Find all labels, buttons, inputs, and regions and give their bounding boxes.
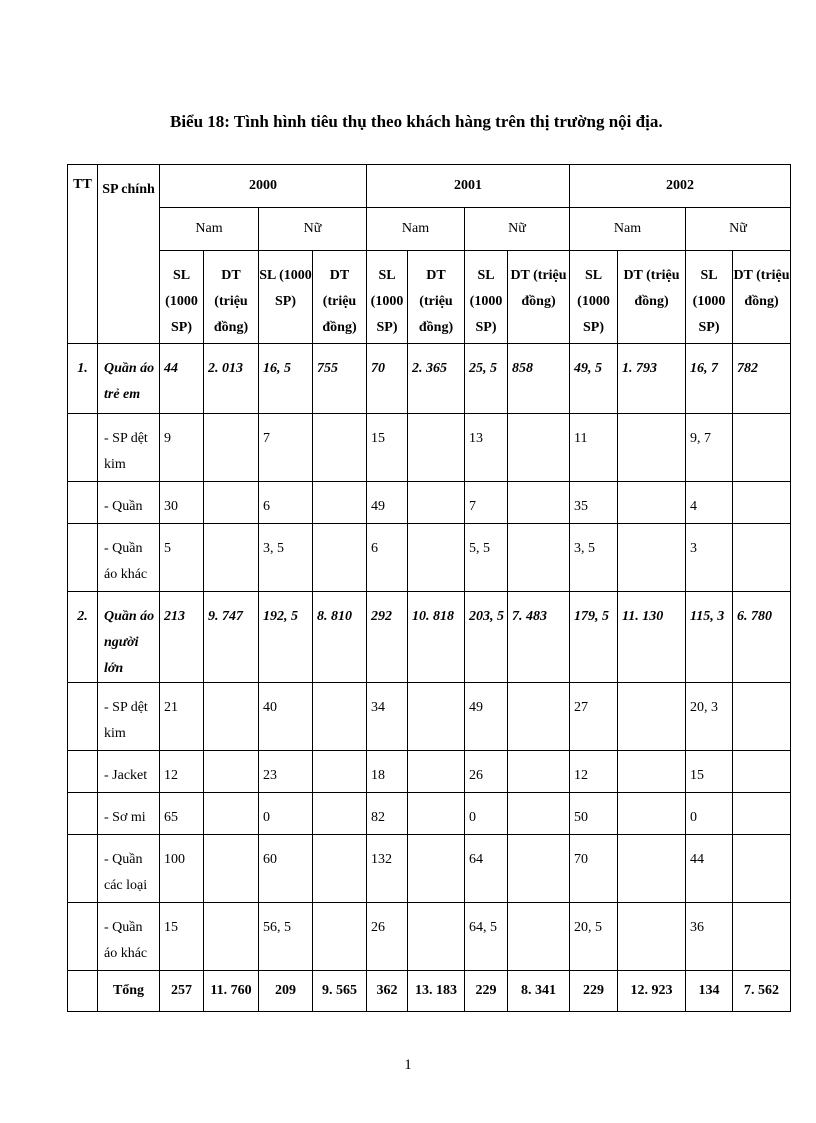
- group-row: [68, 344, 791, 414]
- total-cell: 134: [686, 971, 733, 1012]
- table-cell: [733, 751, 790, 763]
- header-male: Nam: [367, 208, 465, 251]
- header-female: Nữ: [465, 208, 570, 251]
- table-cell: 65: [164, 810, 178, 825]
- table-cell: [618, 482, 685, 494]
- header-dt: DT (triệu đồng): [418, 268, 454, 335]
- product-name: - Jacket: [104, 768, 148, 783]
- table-cell: 5: [164, 541, 171, 556]
- table-cell: [618, 683, 685, 695]
- row-index: [68, 683, 97, 695]
- header-sl: SL (1000 SP): [370, 268, 404, 335]
- table-cell: [408, 683, 464, 695]
- header-year-2000: 2000: [160, 165, 367, 208]
- row-index: [68, 793, 97, 805]
- table-cell: 13: [469, 431, 483, 446]
- header-year-2002: 2002: [570, 165, 791, 208]
- table-cell: 49: [469, 700, 483, 715]
- header-year-2001: 2001: [367, 165, 570, 208]
- table-cell: 5, 5: [469, 541, 490, 556]
- table-cell: [508, 683, 569, 695]
- product-name: - Sơ mi: [104, 810, 146, 825]
- table-cell: [408, 835, 464, 847]
- table-cell: [508, 903, 569, 915]
- header-male: Nam: [570, 208, 686, 251]
- product-name: - Quần áo khác: [104, 920, 148, 961]
- table-cell: [733, 835, 790, 847]
- table-cell: 192, 5: [263, 609, 298, 624]
- table-cell: [508, 524, 569, 536]
- table-cell: [313, 482, 366, 494]
- table-cell: 3, 5: [574, 541, 595, 556]
- table-cell: 6. 780: [737, 609, 772, 624]
- total-cell: 12. 923: [618, 971, 686, 1012]
- table-cell: 7: [263, 431, 270, 446]
- total-cell: 13. 183: [408, 971, 465, 1012]
- table-cell: 26: [371, 920, 385, 935]
- table-cell: [408, 414, 464, 426]
- table-cell: 203, 5: [469, 609, 504, 624]
- table-cell: 9. 747: [208, 609, 243, 624]
- total-cell: 229: [570, 971, 618, 1012]
- table-cell: 213: [164, 609, 185, 624]
- table-cell: [408, 903, 464, 915]
- total-label: Tổng: [98, 971, 160, 1012]
- table-cell: 292: [371, 609, 392, 624]
- table-cell: 0: [263, 810, 270, 825]
- total-cell: 9. 565: [313, 971, 367, 1012]
- table-cell: [313, 903, 366, 915]
- total-cell: 257: [160, 971, 204, 1012]
- table-cell: 115, 3: [690, 609, 725, 624]
- table-cell: 1. 793: [622, 361, 657, 376]
- header-sl: SL (1000 SP): [259, 268, 312, 309]
- table-cell: [408, 751, 464, 763]
- table-cell: [508, 793, 569, 805]
- total-cell: 11. 760: [204, 971, 259, 1012]
- table-cell: [204, 793, 258, 805]
- table-cell: [618, 903, 685, 915]
- table-cell: [408, 524, 464, 536]
- table-cell: [204, 524, 258, 536]
- table-cell: 755: [317, 361, 338, 376]
- table-cell: 49: [371, 499, 385, 514]
- table-cell: 782: [737, 361, 758, 376]
- table-cell: 64, 5: [469, 920, 497, 935]
- table-row: [68, 482, 791, 524]
- table-cell: [204, 835, 258, 847]
- header-dt: DT (triệu đồng): [623, 268, 680, 309]
- table-cell: 56, 5: [263, 920, 291, 935]
- table-cell: 10. 818: [412, 609, 454, 624]
- row-index: [68, 751, 97, 763]
- product-name: - SP dệt kim: [104, 431, 148, 472]
- table-cell: 100: [164, 852, 185, 867]
- total-cell: 362: [367, 971, 408, 1012]
- table-cell: 40: [263, 700, 277, 715]
- total-row: [68, 971, 791, 1012]
- table-cell: [618, 751, 685, 763]
- table-cell: 70: [371, 361, 385, 376]
- product-name: Quần áo người lớn: [104, 609, 155, 676]
- product-name: - Quần áo khác: [104, 541, 148, 582]
- table-cell: 9, 7: [690, 431, 711, 446]
- row-index: [68, 903, 97, 915]
- header-female: Nữ: [686, 208, 791, 251]
- table-cell: [508, 482, 569, 494]
- table-cell: [508, 835, 569, 847]
- product-name: - SP dệt kim: [104, 700, 148, 741]
- table-cell: 7: [469, 499, 476, 514]
- table-cell: 25, 5: [469, 361, 497, 376]
- table-cell: [618, 414, 685, 426]
- header-tt: TT: [68, 165, 98, 344]
- table-cell: [313, 835, 366, 847]
- table-cell: 9: [164, 431, 171, 446]
- table-cell: [733, 683, 790, 695]
- table-cell: 8. 810: [317, 609, 352, 624]
- total-cell: 229: [465, 971, 508, 1012]
- table-cell: 15: [164, 920, 178, 935]
- sales-table: [67, 164, 791, 1012]
- table-cell: 64: [469, 852, 483, 867]
- table-cell: [508, 751, 569, 763]
- table-cell: [733, 903, 790, 915]
- header-male: Nam: [160, 208, 259, 251]
- table-cell: [618, 835, 685, 847]
- table-cell: 858: [512, 361, 533, 376]
- table-cell: 6: [371, 541, 378, 556]
- table-cell: 18: [371, 768, 385, 783]
- table-cell: 49, 5: [574, 361, 602, 376]
- table-cell: [204, 903, 258, 915]
- row-index: [68, 482, 97, 494]
- table-cell: [313, 524, 366, 536]
- table-row: [68, 903, 791, 971]
- header-female: Nữ: [259, 208, 367, 251]
- page-number: 1: [404, 1057, 412, 1073]
- product-name: Quần áo trẻ em: [104, 361, 155, 402]
- table-cell: 0: [690, 810, 697, 825]
- table-cell: [618, 524, 685, 536]
- row-index: [68, 524, 97, 536]
- table-cell: 44: [164, 361, 178, 376]
- table-cell: 21: [164, 700, 178, 715]
- table-cell: 50: [574, 810, 588, 825]
- table-cell: [408, 793, 464, 805]
- table-cell: 34: [371, 700, 385, 715]
- table-cell: 4: [690, 499, 697, 514]
- table-cell: 11. 130: [622, 609, 664, 624]
- table-cell: 0: [469, 810, 476, 825]
- row-index: 2.: [77, 609, 88, 624]
- table-cell: 15: [690, 768, 704, 783]
- table-cell: [733, 524, 790, 536]
- table-cell: 7. 483: [512, 609, 547, 624]
- header-sp: SP chính: [98, 165, 160, 344]
- table-cell: 179, 5: [574, 609, 609, 624]
- table-cell: 6: [263, 499, 270, 514]
- table-cell: 2. 365: [412, 361, 447, 376]
- table-cell: 132: [371, 852, 392, 867]
- table-cell: 2. 013: [208, 361, 243, 376]
- table-cell: 15: [371, 431, 385, 446]
- table-row: [68, 683, 791, 751]
- table-cell: 44: [690, 852, 704, 867]
- table-cell: [313, 414, 366, 426]
- total-cell: 7. 562: [733, 971, 791, 1012]
- table-cell: [313, 751, 366, 763]
- table-cell: [313, 683, 366, 695]
- header-dt: DT (triệu đồng): [213, 268, 249, 335]
- table-cell: 70: [574, 852, 588, 867]
- table-cell: 23: [263, 768, 277, 783]
- row-index: [68, 835, 97, 847]
- table-cell: 11: [574, 431, 588, 446]
- table-cell: 60: [263, 852, 277, 867]
- table-cell: 20, 5: [574, 920, 602, 935]
- table-cell: [508, 414, 569, 426]
- header-dt: DT (triệu đồng): [733, 268, 790, 309]
- table-row: [68, 524, 791, 592]
- header-sl: SL (1000 SP): [577, 268, 610, 335]
- row-index: [68, 414, 97, 426]
- table-cell: 3: [690, 541, 697, 556]
- table-cell: 3, 5: [263, 541, 284, 556]
- header-sl: SL (1000 SP): [469, 268, 503, 335]
- table-cell: [204, 683, 258, 695]
- table-cell: 12: [164, 768, 178, 783]
- table-row: [68, 835, 791, 903]
- table-row: [68, 793, 791, 835]
- group-row: [68, 592, 791, 683]
- table-cell: [408, 482, 464, 494]
- table-cell: 12: [574, 768, 588, 783]
- table-row: [68, 751, 791, 793]
- table-cell: [204, 414, 258, 426]
- table-cell: 30: [164, 499, 178, 514]
- table-cell: [204, 482, 258, 494]
- table-cell: 20, 3: [690, 700, 718, 715]
- table-title: Biểu 18: Tình hình tiêu thụ theo khách hàng trên thị trường nội địa.: [170, 112, 663, 131]
- header-dt: DT (triệu đồng): [510, 268, 567, 309]
- table-cell: [618, 793, 685, 805]
- table-cell: [733, 482, 790, 494]
- product-name: - Quần các loại: [104, 852, 148, 893]
- table-cell: [733, 414, 790, 426]
- table-cell: [313, 793, 366, 805]
- table-cell: [204, 751, 258, 763]
- row-index: 1.: [77, 361, 88, 376]
- product-name: - Quần: [104, 499, 143, 514]
- table-cell: 36: [690, 920, 704, 935]
- header-dt: DT (triệu đồng): [322, 268, 357, 335]
- table-row: [68, 414, 791, 482]
- table-cell: 16, 5: [263, 361, 291, 376]
- table-cell: [733, 793, 790, 805]
- table-cell: 16, 7: [690, 361, 718, 376]
- total-cell: 8. 341: [508, 971, 570, 1012]
- table-cell: 26: [469, 768, 483, 783]
- total-cell: 209: [259, 971, 313, 1012]
- table-cell: 27: [574, 700, 588, 715]
- table-cell: 82: [371, 810, 385, 825]
- table-cell: 35: [574, 499, 588, 514]
- header-sl: SL (1000 SP): [165, 268, 198, 335]
- header-sl: SL (1000 SP): [692, 268, 726, 335]
